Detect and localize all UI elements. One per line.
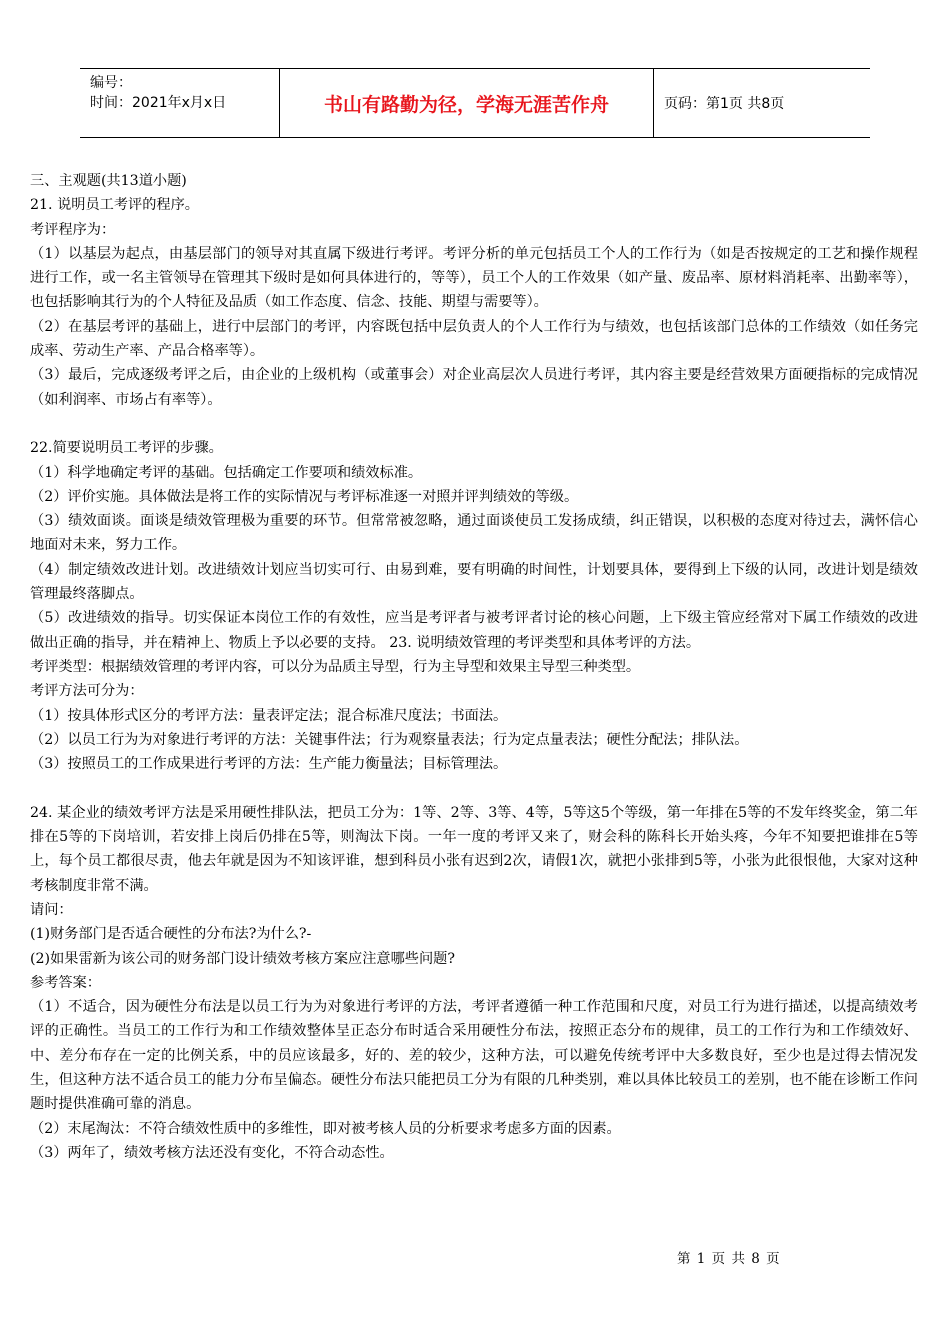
question-24: 24. 某企业的绩效考评方法是采用硬性排队法，把员工分为：1等、2等、3等、4等，5等这5个等级，第一年排在5等的不发年终奖金，第二年排在5等的下岗培训，若安排上岗后仍排在5等，则淘汰下岗。一年一度的考评又来了，财会科的陈科长开始头疼，今年不知要把谁排在5等上，每个员工都很尽责，他去年就是因为不知该评谁，想到科员小张有迟到2次，请假1次，就把小张排到5等，小张为此很恨他，大家对这种考核制度非常不满。 (30, 804, 918, 894)
paragraph: （2）在基层考评的基础上，进行中层部门的考评，内容既包括中层负责人的个人工作行为与绩效，也包括该部门总体的工作绩效（如任务完成率、劳动生产率、产品合格率等）。 (30, 318, 918, 360)
page-footer: 第 1 页 共 8 页 (677, 1251, 781, 1267)
header-page-label: 页码：第1页 共8页 (664, 96, 785, 112)
paragraph: （3）绩效面谈。面谈是绩效管理极为重要的环节。但常常被忽略，通过面谈使员工发扬成绩，纠正错误，以积极的态度对待过去，满怀信心地面对未来，努力工作。 (30, 513, 918, 554)
paragraph: （1）科学地确定考评的基础。包括确定工作要项和绩效标准。 (30, 464, 423, 481)
doc-number-label: 编号： (90, 75, 132, 91)
header-motto: 书山有路勤为径，学海无涯苦作舟 (280, 69, 654, 137)
paragraph: （1）以基层为起点，由基层部门的领导对其直属下级进行考评。考评分析的单元包括员工个人的工作行为（如是否按规定的工艺和操作规程进行工作，或一名主管领导在管理其下级时是如何具体进行的，等等），员工个人的工作效果（如产量、废品率、原材料消耗率、出勤率等），也包括影响其行为的个人特征及品质（如工作态度、信念、技能、期望与需要等）。 (30, 245, 918, 311)
paragraph: （3）按照员工的工作成果进行考评的方法：生产能力衡量法；目标管理法。 (30, 756, 508, 773)
paragraph: （1）不适合，因为硬性分布法是以员工行为为对象进行考评的方法，考评者遵循一种工作范围和尺度，对员工行为进行描述，以提高绩效考评的正确性。当员工的工作行为和工作绩效整体呈正态分布时适合采用硬性分布法，按照正态分布的规律，员工的工作行为和工作绩效好、中、差分布存在一定的比例关系，中的员应该最多，好的、差的较少，这种方法，可以避免传统考评中大多数良好，至少也是过得去情况发生，但这种方法不适合员工的能力分布呈偏态。硬性分布法只能把员工分为有限的几种类别，难以具体比较员工的差别，也不能在诊断工作问题时提供准确可靠的消息。 (30, 999, 918, 1113)
paragraph: （3）最后，完成逐级考评之后，由企业的上级机构（或董事会）对企业高层次人员进行考评，其内容主要是经营效果方面硬指标的完成情况（如利润率、市场占有率等）。 (30, 367, 918, 408)
document-body (30, 169, 918, 1165)
section-heading: 三、主观题(共13道小题) (30, 173, 187, 189)
paragraph: 考评程序为： (30, 221, 116, 238)
paragraph: （2）评价实施。具体做法是将工作的实际情况与考评标准逐一对照并评判绩效的等级。 (30, 488, 579, 505)
paragraph: 考评类型：根据绩效管理的考评内容，可以分为品质主导型，行为主导型和效果主导型三种类型。 (30, 658, 641, 675)
paragraph: （2）末尾淘汰：不符合绩效性质中的多维性，即对被考核人员的分析要求考虑多方面的因素。 (30, 1120, 621, 1137)
blank-line (30, 776, 918, 800)
paragraph: （5）改进绩效的指导。切实保证本岗位工作的有效性，应当是考评者与被考评者讨论的核心问题，上下级主管应经常对下属工作绩效的改进做出正确的指导，并在精神上、物质上予以必要的支持。 23. 说明绩效管理的考评类型和具体考评的方法。 (30, 610, 918, 651)
paragraph: 考评方法可分为： (30, 683, 144, 700)
paragraph: （4）制定绩效改进计划。改进绩效计划应当切实可行、由易到难，要有明确的时间性，计划要具体，要得到上下级的认同，改进计划是绩效管理最终落脚点。 (30, 561, 918, 603)
paragraph: 请问： (30, 901, 73, 918)
page-header (80, 68, 870, 138)
question-21: 21. 说明员工考评的程序。 (30, 197, 199, 214)
paragraph: （3）两年了，绩效考核方法还没有变化，不符合动态性。 (30, 1144, 394, 1161)
doc-time-label: 时间：2021年x月x日 (90, 95, 227, 111)
paragraph: （1）按具体形式区分的考评方法：量表评定法；混合标准尺度法；书面法。 (30, 707, 508, 724)
paragraph: （2）以员工行为为对象进行考评的方法：关键事件法；行为观察量表法；行为定点量表法；硬性分配法；排队法。 (30, 731, 749, 748)
blank-line (30, 412, 918, 436)
paragraph: (1)财务部门是否适合硬性的分布法?为什么?- (30, 926, 312, 943)
paragraph: (2)如果雷新为该公司的财务部门设计绩效考核方案应注意哪些问题? (30, 950, 455, 967)
paragraph: 参考答案： (30, 974, 101, 991)
question-22: 22.简要说明员工考评的步骤。 (30, 440, 223, 457)
header-meta (80, 69, 280, 137)
